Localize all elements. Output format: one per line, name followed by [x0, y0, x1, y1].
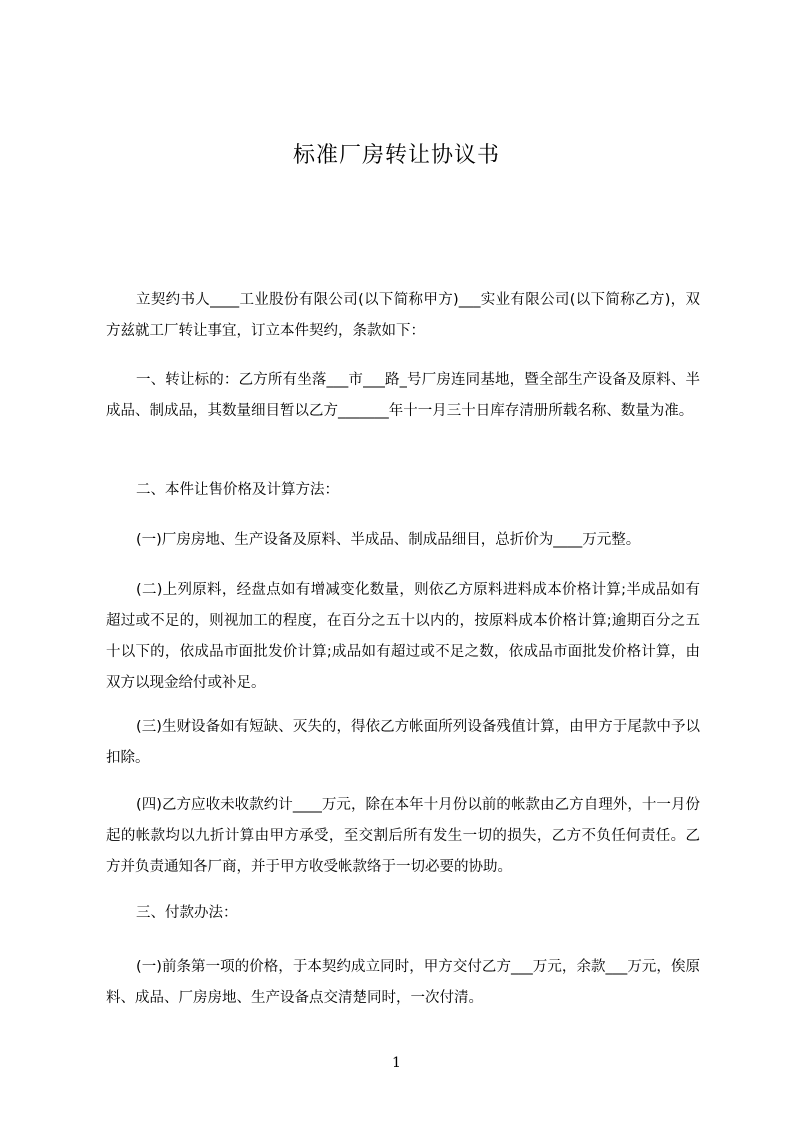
paragraph-clause-3-heading: 三、付款办法：: [136, 905, 238, 921]
paragraph-parties: 立契约书人____工业股份有限公司(以下简称甲方)___实业有限公司(以下简称乙方)，双方兹就工厂转让事宜，订立本件契约，条款如下：: [106, 292, 700, 339]
paragraph-clause-2-heading: 二、本件让售价格及计算方法：: [136, 482, 339, 498]
document-title: 标准厂房转让协议书: [292, 143, 500, 168]
paragraph-clause-2-2: (二)上列原料，经盘点如有增减变化数量，则依乙方原料进料成本价格计算;半成品如有超过或不足的，则视加工的程度，在百分之五十以内的，按原料成本价格计算;逾期百分之五十以下的，依成品市面批发价计算;成品如有超过或不足之数，依成品市面批发价格计算，由双方以现金给付或补足。: [106, 582, 700, 691]
paragraph-clause-1: 一、转让标的：乙方所有坐落___市___路_号厂房连同基地，暨全部生产设备及原料、半成品、制成品，其数量细目暂以乙方_______年十一月三十日库存清册所载名称、数量为准。: [106, 372, 700, 419]
paragraph-clause-2-3: (三)生财设备如有短缺、灭失的，得依乙方帐面所列设备残值计算，由甲方于尾款中予以扣除。: [106, 719, 700, 766]
paragraph-clause-2-1: (一)厂房房地、生产设备及原料、半成品、制成品细目，总折价为____万元整。: [136, 532, 641, 548]
paragraph-clause-2-4: (四)乙方应收未收款约计____万元，除在本年十月份以前的帐款由乙方自理外，十一月份起的帐款均以九折计算由甲方承受，至交割后所有发生一切的损失，乙方不负任何责任。乙方并负责通知各厂商，并于甲方收受帐款络于一切必要的协助。: [106, 797, 700, 875]
page-number: 1: [392, 1055, 401, 1071]
paragraph-clause-3-1: (一)前条第一项的价格，于本契约成立同时，甲方交付乙方___万元，余款___万元，俟原料、成品、厂房房地、生产设备点交清楚同时，一次付清。: [106, 959, 700, 1006]
